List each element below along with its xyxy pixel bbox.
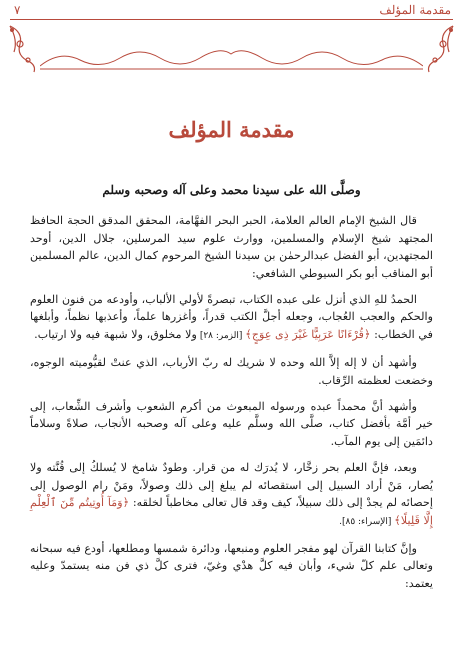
verse-reference: [الإسراء: ٨٥]. xyxy=(339,516,395,527)
paragraph xyxy=(30,459,433,531)
verse-reference: [الزمر: ٢٨] xyxy=(196,330,246,341)
page-title: مقدمة المؤلف xyxy=(168,117,295,142)
paragraph: وأشهد أنَّ محمداً عبده ورسوله المبعوث من أكرم الشعوب وأشرف الشِّعاب، إلى خير أمَّة بأفضل كتاب، صلَّى الله وسلَّم عليه وعلى آله وصحبه الأنجاب، صلاةً وسلاماً دائمَين إلى يوم المآب. xyxy=(30,400,433,448)
paragraph: وأشهد أن لا إله إلاَّ الله وحده لا شريك له ربّ الأرباب، الذي عنتْ لقيُّوميته الوجوه، وخضعت لعظمته الرِّقاب. xyxy=(30,356,433,387)
paragraph-text: الحمدُ للهِ الذي أنزل على عبده الكتاب، تبصرةً لأولي الألباب، وأودعه من فنون العلوم والحكم والعجب العُجاب، وجعله أجلَّ الكتب قدراً، وأغزرها علماً، وأعذبها نظماً، وأبلغها في الخطاب: xyxy=(30,293,433,341)
quran-verse: ﴿وَمَآ أُوتِيتُم مِّنَ ٱلْعِلْمِ إِلَّا قَلِيلًا﴾ xyxy=(30,496,433,527)
paragraph xyxy=(30,291,433,345)
paragraph-text: وبعد، فإنَّ العلم بحر زخَّار، لا يُدرَك له من قرار. وطودٌ شامخ لا يُسلكُ إلى قُنَّته ولا يُصار، مَنْ أراد السبيل إلى استقصائه لم يبلغ إلى ذلك وصولاً، ومَنْ رام الوصول إلى إحصائه لم يجدْ إلى ذلك سبيلاً، كيف وقد قال تعالى مخاطباً لخلقه: xyxy=(30,461,433,510)
corner-ornament-icon xyxy=(6,22,40,74)
corner-ornament-icon xyxy=(423,22,457,74)
quran-verse: ﴿قُرْءَانًا عَرَبِيًّا غَيْرَ ذِى عِوَجٍ﴾ xyxy=(245,327,371,341)
page-number: ٧ xyxy=(14,3,21,17)
paragraph: قال الشيخ الإمام العالم العلامة، الحبر البحر الفهَّامة، المحقق المدقق الحجة الحافظ المجتهد شيخ الإسلام والمسلمين، ووارث علوم سيد المرسلين، جلال الدين، أوحد المجتهدين، أبو الفضل عبدالرحمٰن بن سيدنا الشيخ المرحوم كمال الدين، عالم المسلمين أبو المناقب أبو بكر السيوطي الشافعي: xyxy=(30,214,433,280)
paragraph-text: ولا مخلوق، ولا شبهة فيه ولا ارتياب. xyxy=(34,327,197,341)
decorative-frame-border xyxy=(40,30,423,70)
salutation: وصلَّى الله على سيدنا محمد وعلى آله وصحبه وسلم xyxy=(102,183,361,197)
document-body xyxy=(30,182,433,601)
header-rule xyxy=(10,19,453,20)
running-header: مقدمة المؤلف xyxy=(379,3,451,17)
paragraph: وإنَّ كتابنا القرآن لهو مفجر العلوم ومنبعها، ودائرة شمسها ومطلعها، أودع فيه سبحانه وتعالى علم كلّ شيء، وأبان فيه كلَّ هدْي وغيّ، فترى كلَّ ذي فن منه يستمدّ وعليه يعتمد: xyxy=(30,541,433,590)
